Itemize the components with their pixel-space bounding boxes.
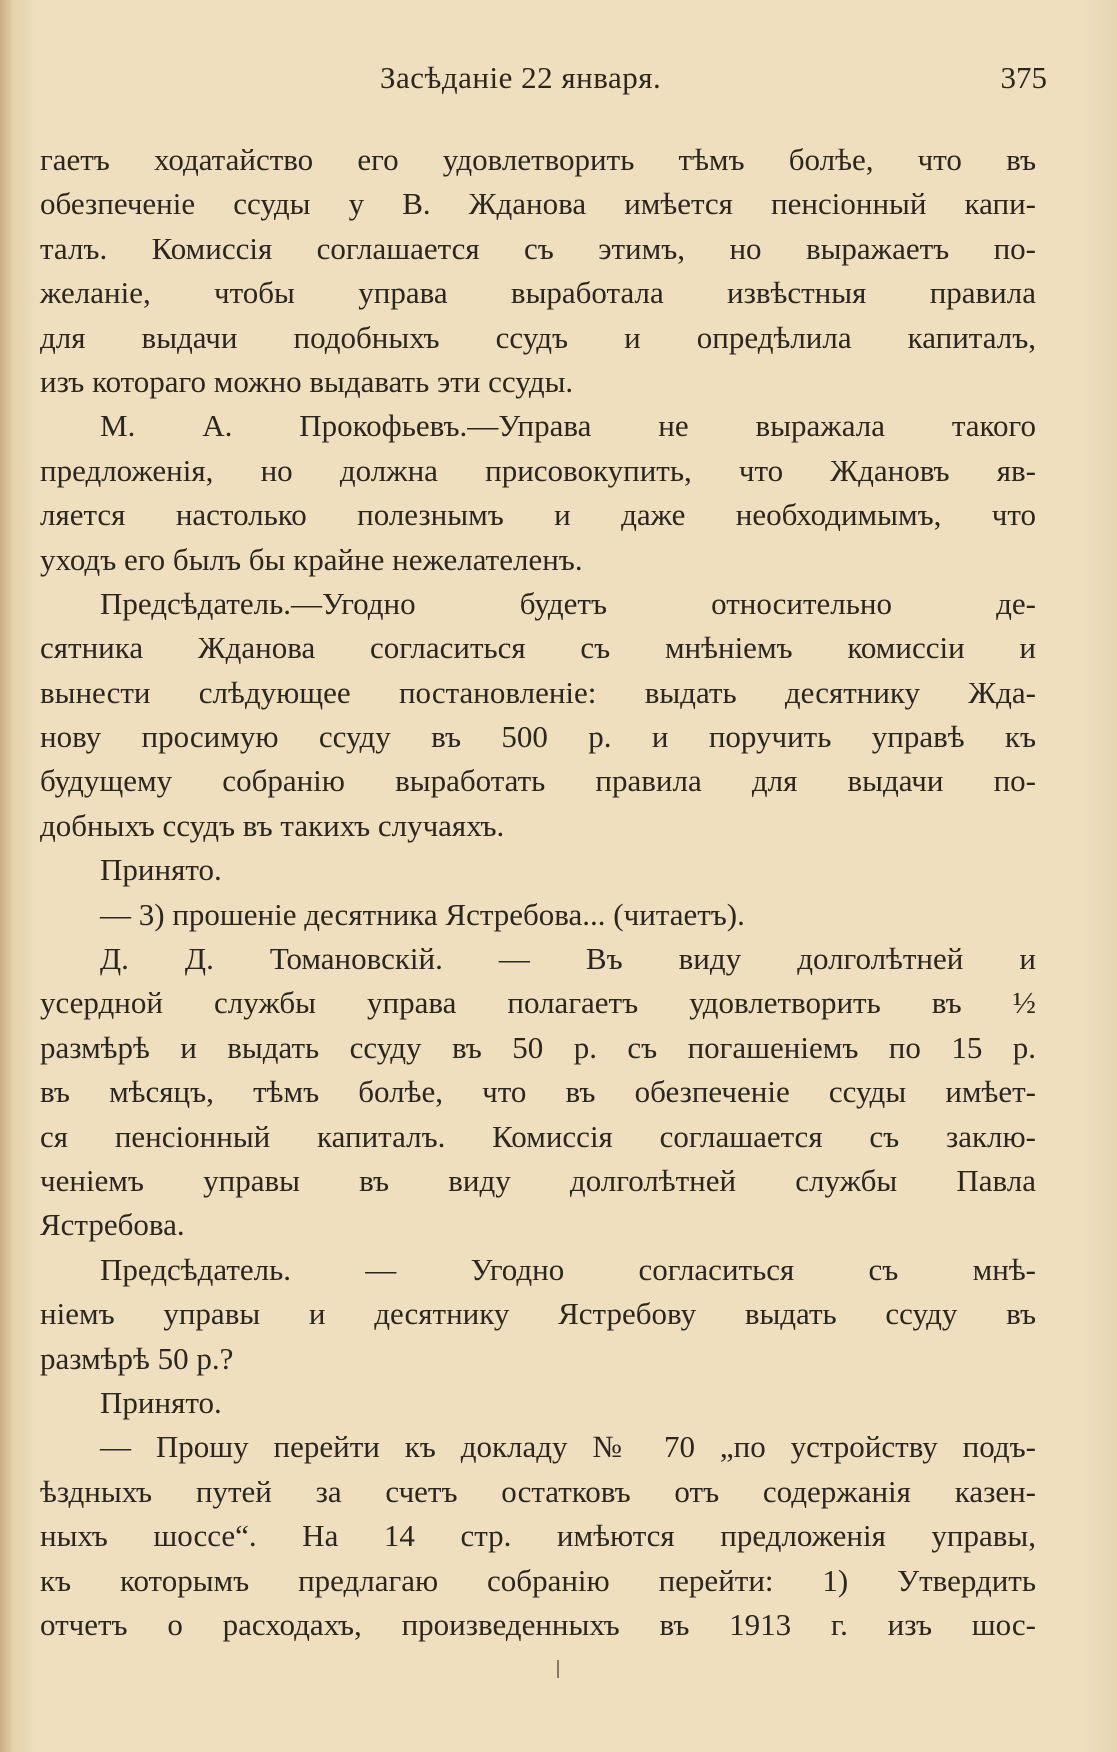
text-line: Предсѣдатель.—Угодно будетъ относительно де- (100, 585, 1036, 621)
text-line: добныхъ ссудъ въ такихъ случаяхъ. (40, 807, 505, 843)
text-line: ченіемъ управы въ виду долголѣтней службы Павла (40, 1162, 1036, 1198)
text-line: вынести слѣдующее постановленіе: выдать десятнику Жда- (40, 674, 1036, 710)
text-line: ныхъ шоссе“. На 14 стр. имѣются предложенія управы, (40, 1518, 1036, 1554)
text-line: обезпеченіе ссуды у В. Жданова имѣется пенсіонный капи- (40, 186, 1036, 222)
text-line: нову просимую ссуду въ 500 р. и поручить управѣ къ (40, 719, 1036, 755)
text-line: Предсѣдатель. — Угодно согласиться съ мнѣ- (100, 1251, 1036, 1287)
text-line: Принято. (100, 852, 222, 888)
text-line: желаніе, чтобы управа выработала извѣстныя правила (40, 275, 1036, 311)
text-line: ляется настолько полезнымъ и даже необходимымъ, что (40, 497, 1036, 533)
text-line: сятника Жданова согласиться съ мнѣніемъ комиссіи и (40, 630, 1036, 666)
text-line: Д. Д. Томановскій. — Въ виду долголѣтней и (100, 941, 1036, 977)
text-line: ніемъ управы и десятнику Ястребову выдать ссуду въ (40, 1296, 1036, 1332)
text-line: ѣздныхъ путей за счетъ остатковъ отъ содержанія казен- (40, 1473, 1036, 1509)
header-title: Засѣданіе 22 января. (380, 60, 662, 95)
page-body-text (40, 138, 1036, 1647)
page-number: 375 (1000, 60, 1047, 95)
text-line: Принято. (100, 1384, 222, 1420)
text-line: размѣрѣ и выдать ссуду въ 50 р. съ погашеніемъ по 15 р. (40, 1029, 1036, 1065)
text-line: для выдачи подобныхъ ссудъ и опредѣлила капиталъ, (40, 319, 1036, 355)
text-line: предложенія, но должна присовокупить, что Ждановъ яв- (40, 452, 1036, 488)
text-line: будущему собранію выработать правила для выдачи по- (40, 763, 1036, 799)
text-line: размѣрѣ 50 р.? (40, 1340, 234, 1376)
text-line: отчетъ о расходахъ, произведенныхъ въ 1913 г. изъ шос- (40, 1606, 1036, 1642)
text-line: изъ котораго можно выдавать эти ссуды. (40, 363, 574, 399)
running-header (40, 60, 1047, 106)
text-line: ся пенсіонный капиталъ. Комиссія соглашается съ заклю- (40, 1118, 1036, 1154)
text-line: гаетъ ходатайство его удовлетворить тѣмъ болѣе, что въ (40, 142, 1036, 177)
text-line: усердной службы управа полагаетъ удовлетворить въ ½ (40, 985, 1036, 1021)
text-line: М. А. Прокофьевъ.—Управа не выражала такого (100, 408, 1036, 444)
print-mark (557, 1660, 559, 1678)
text-line: уходъ его былъ бы крайне нежелателенъ. (40, 541, 583, 577)
text-line: — Прошу перейти къ докладу № 70 „по устройству подъ- (100, 1429, 1036, 1465)
text-line: къ которымъ предлагаю собранію перейти: 1) Утвердить (40, 1562, 1036, 1598)
text-line: въ мѣсяцъ, тѣмъ болѣе, что въ обезпеченіе ссуды имѣет- (40, 1074, 1036, 1110)
text-line: — 3) прошеніе десятника Ястребова... (читаетъ). (100, 896, 745, 932)
text-line: талъ. Комиссія соглашается съ этимъ, но выражаетъ по- (40, 230, 1036, 266)
text-line: Ястребова. (40, 1207, 185, 1243)
